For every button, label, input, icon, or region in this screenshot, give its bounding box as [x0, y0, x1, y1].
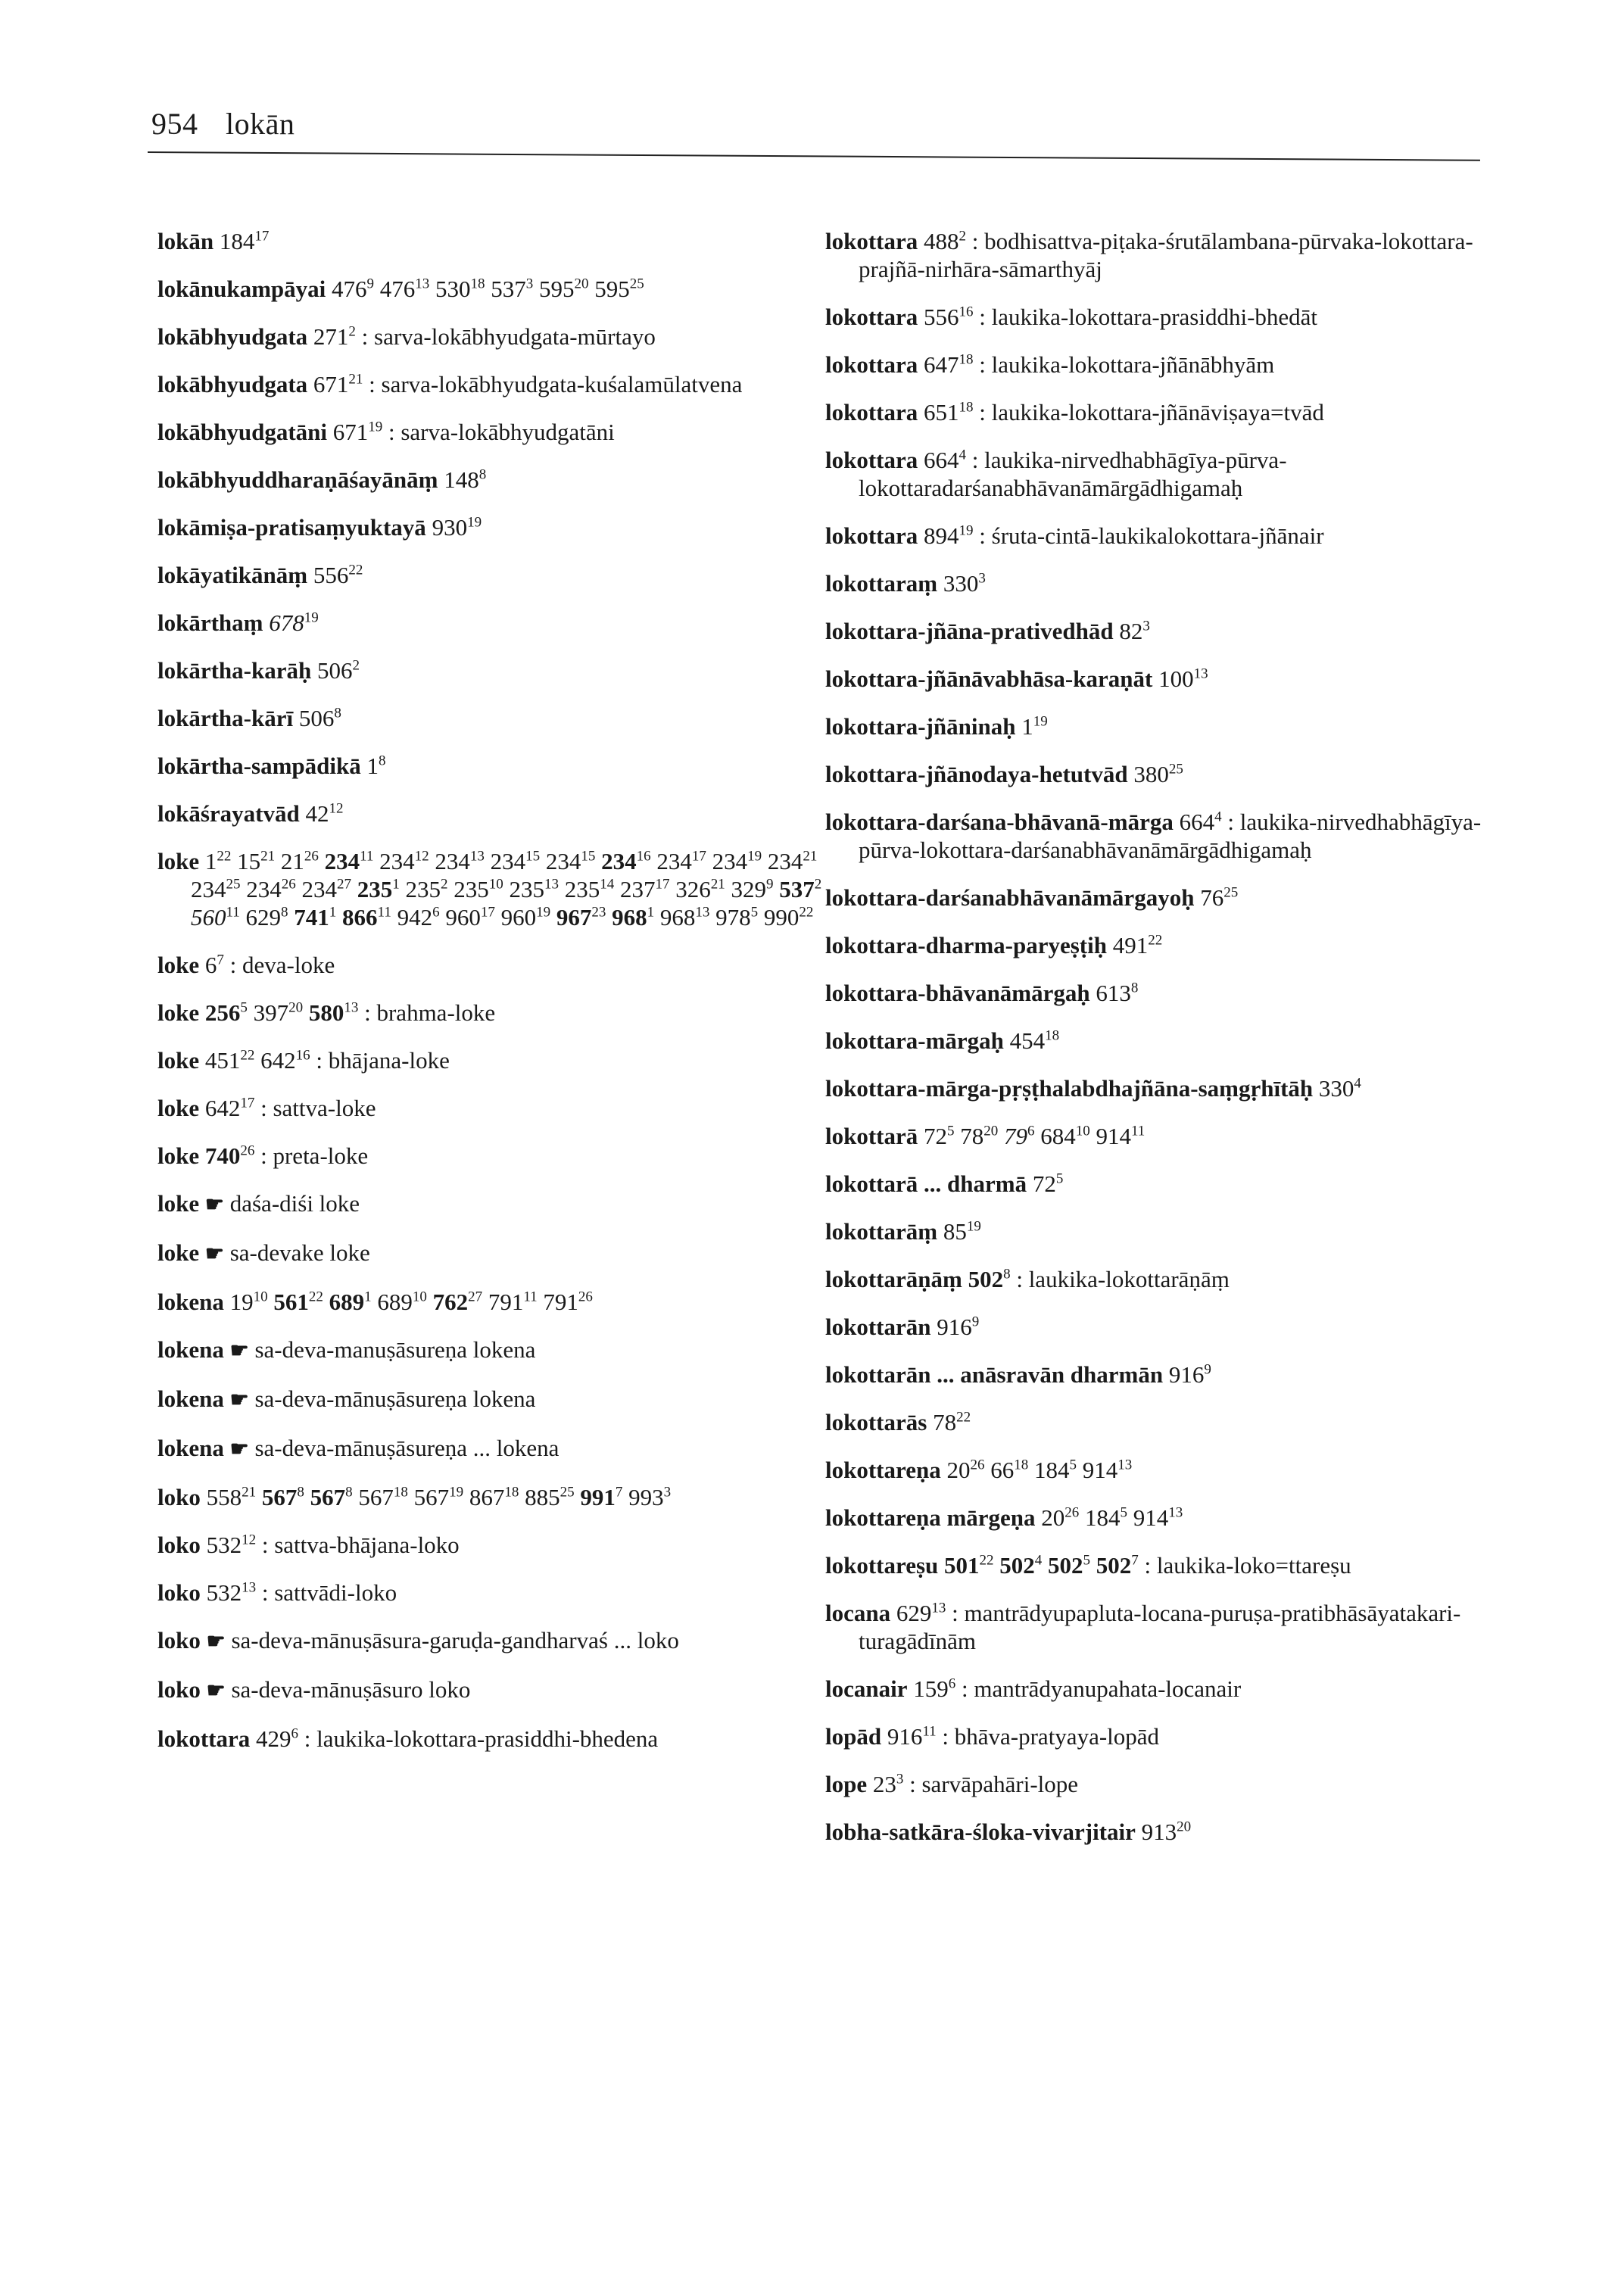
index-entry	[825, 1770, 1507, 1798]
entry-references: $78^{22}$	[927, 1409, 971, 1435]
entry-references: $506^2$	[311, 657, 360, 684]
entry-references: $380^{25}$	[1127, 761, 1183, 787]
entry-references: $506^8$	[293, 705, 341, 731]
entry-headword: lokottara-mārgaḥ	[825, 1027, 1004, 1054]
entry-gloss: : sattva-bhājana-loko	[256, 1532, 460, 1558]
index-entry	[157, 227, 839, 255]
index-entry	[825, 760, 1507, 788]
entry-references: $613^8$	[1089, 980, 1139, 1006]
entry-headword: locanair	[825, 1675, 908, 1702]
entry-references: $6^7$	[199, 952, 224, 978]
entry-references: $629^{13}$	[890, 1600, 946, 1626]
entry-gloss: : laukika-nirvedhabhāgīya-pūrva-lokottaradarśanabhāvanāmārgādhigamaḥ	[859, 447, 1287, 501]
entry-references: $1^{22}$ $15^{21}$ $21^{26}$ $234^{11}$ $234^{12}$ $234^{13}$ $234^{15}$ $234^{15}$ $234^{16}$ $234^{17}$ $234^{19}$ $234^{21}$ $234^{25}$ $234^{26}$ $234^{27}$ $235^1$ $235^2$ $235^{10}$ $235^{13}$ $235^{14}$ $237^{17}$ $326^{21}$ $329^9$ $537^2$ $560^{11}$ $629^8$ $741^1$ $866^{11}$ $942^6$ $960^{17}$ $960^{19}$ $967^{23}$ $968^1$ $968^{13}$ $978^5$ $990^{22}$	[191, 848, 822, 930]
entry-headword: lokārtha-karāḥ	[157, 657, 312, 684]
entry-gloss: : mantrādyupapluta-locana-puruṣa-pratibhāsāyatakari-turagādīnām	[859, 1600, 1461, 1654]
entry-references: $100^{13}$	[1152, 665, 1208, 692]
entry-references: $647^{18}$	[918, 351, 974, 378]
entry-headword: lokottara-bhāvanāmārgaḥ	[825, 980, 1090, 1006]
entry-headword: lokottara	[825, 351, 918, 378]
entry-references: $558^{21}$ $567^8$ $567^8$ $567^{18}$ $567^{19}$ $867^{18}$ $885^{25}$ $991^7$ $993^3$	[200, 1484, 672, 1510]
entry-headword: lokottarās	[825, 1409, 927, 1435]
index-entry	[825, 1027, 1507, 1055]
entry-headword: lokottarā	[825, 1123, 918, 1149]
entry-references: $42^{12}$	[299, 800, 344, 827]
entry-headword: lokārtha-sampādikā	[157, 753, 361, 779]
entry-headword: lokottara	[157, 1725, 251, 1752]
entry-headword: loke	[157, 1190, 200, 1217]
entry-references: $664^4$	[918, 447, 967, 473]
entry-gloss: : sattva-loke	[254, 1095, 376, 1121]
entry-headword: lokottara-darśana-bhāvanā-mārga	[825, 809, 1174, 835]
entry-references: $532^{12}$	[200, 1532, 257, 1558]
index-entry	[157, 1239, 839, 1268]
entry-references: $556^{22}$	[307, 562, 363, 588]
index-entry	[157, 323, 839, 351]
index-entry	[157, 1336, 839, 1365]
entry-headword: lokottareṣu	[825, 1552, 939, 1579]
index-entry	[157, 1483, 839, 1511]
index-entry	[157, 1385, 839, 1414]
entry-headword: lokābhyuddharaṇāśayānāṃ	[157, 466, 438, 493]
entry-gloss: : laukika-lokottarāṇāṃ	[1010, 1266, 1230, 1292]
index-entry	[157, 1288, 839, 1316]
entry-headword: loke	[157, 848, 200, 874]
entry-references: $532^{13}$	[200, 1579, 257, 1606]
index-entry	[157, 275, 839, 303]
index-entry	[825, 1551, 1507, 1579]
index-entry	[825, 303, 1507, 331]
index-entry	[825, 617, 1507, 645]
entry-headword: loke	[157, 1142, 200, 1169]
index-entry	[157, 656, 839, 684]
entry-references: $256^5$ $397^{20}$ $580^{13}$	[204, 999, 359, 1026]
entry-headword: lokāśrayatvād	[157, 800, 300, 827]
entry-headword: lokottara	[825, 228, 918, 254]
entry-headword: lope	[825, 1771, 868, 1797]
entry-references: $651^{18}$	[918, 399, 974, 425]
entry-references: ☛	[229, 1438, 249, 1461]
entry-references: $72^5$	[1027, 1170, 1064, 1197]
entry-headword: loke	[157, 1095, 200, 1121]
entry-headword: lopād	[825, 1723, 882, 1750]
index-entry	[825, 1456, 1507, 1484]
entry-headword: lokāmiṣa-pratisaṃyuktayā	[157, 514, 426, 541]
entry-gloss: sa-deva-mānuṣāsuro loko	[225, 1676, 471, 1703]
index-entry	[157, 1531, 839, 1559]
entry-headword: lokottara-jñāna-prativedhād	[825, 618, 1114, 644]
entry-references: $159^6$	[907, 1675, 956, 1702]
index-entry	[157, 1142, 839, 1170]
index-entry	[825, 1361, 1507, 1389]
entry-headword: lokābhyudgata	[157, 371, 308, 397]
entry-headword: lokārtha-kārī	[157, 705, 294, 731]
entry-references: $85^{19}$	[937, 1218, 981, 1245]
entry-headword: lokottareṇa mārgeṇa	[825, 1504, 1036, 1531]
index-entry	[825, 1599, 1507, 1655]
entry-headword: lokārthaṃ	[157, 609, 263, 636]
entry-headword: lokāyatikānāṃ	[157, 562, 308, 588]
entry-references: $488^2$	[918, 228, 967, 254]
entry-references: $678^{19}$	[269, 609, 319, 636]
entry-references: $916^{11}$	[881, 1723, 937, 1750]
index-entry	[825, 1818, 1507, 1846]
index-entry	[825, 569, 1507, 597]
entry-gloss: : laukika-lokottara-jñānāviṣaya=tvād	[973, 399, 1324, 425]
entry-headword: loke	[157, 999, 200, 1026]
index-entry	[825, 1170, 1507, 1198]
entry-headword: lokottarān	[825, 1314, 931, 1340]
entry-references: $429^6$	[250, 1725, 299, 1752]
entry-gloss: sa-deva-manuṣāsureṇa lokena	[248, 1336, 536, 1363]
index-entry	[157, 1675, 839, 1705]
entry-references: $916^9$	[930, 1314, 980, 1340]
index-entry	[825, 522, 1507, 550]
entry-references: ☛	[229, 1389, 249, 1412]
index-entry	[825, 1408, 1507, 1436]
header-rule	[148, 151, 1480, 161]
index-entry	[157, 466, 839, 494]
index-entry	[157, 1046, 839, 1074]
index-entry	[157, 1189, 839, 1219]
entry-headword: lokottara	[825, 522, 918, 549]
entry-headword: lokottareṇa	[825, 1457, 941, 1483]
entry-references: $76^{25}$	[1194, 884, 1239, 911]
entry-headword: lokottaraṃ	[825, 570, 938, 597]
entry-references: $330^3$	[937, 570, 986, 597]
entry-headword: lokottara-mārga-pṛṣṭhalabdhajñāna-saṃgṛhītāḥ	[825, 1075, 1314, 1102]
entry-headword: lokābhyudgata	[157, 323, 308, 350]
entry-headword: lobha-satkāra-śloka-vivarjitair	[825, 1819, 1136, 1845]
index-entry	[825, 1313, 1507, 1341]
entry-headword: lokena	[157, 1336, 224, 1363]
index-entry	[825, 665, 1507, 693]
entry-headword: loko	[157, 1676, 201, 1703]
entry-references: ☛	[206, 1630, 226, 1653]
entry-gloss: : bodhisattva-piṭaka-śrutālambana-pūrvaka-lokottara-prajñā-nirhāra-sāmarthyāj	[859, 228, 1473, 282]
entry-references: $19^{10}$ $561^{22}$ $689^1$ $689^{10}$ $762^{27}$ $791^{11}$ $791^{26}$	[223, 1289, 593, 1315]
entry-references: $501^{22}$ $502^4$ $502^5$ $502^7$	[944, 1552, 1139, 1579]
entry-references: $20^{26}$ $184^5$ $914^{13}$	[1035, 1504, 1183, 1531]
entry-headword: lokottarā ... dharmā	[825, 1170, 1027, 1197]
entry-gloss: : sarvāpahāri-lope	[903, 1771, 1079, 1797]
entry-gloss: : laukika-lokottara-jñānābhyām	[973, 351, 1275, 378]
index-entry	[157, 847, 839, 931]
index-entry	[157, 752, 839, 780]
entry-headword: locana	[825, 1600, 891, 1626]
entry-headword: lokottara-jñānodaya-hetutvād	[825, 761, 1128, 787]
index-entry	[825, 1217, 1507, 1245]
page-number: 954	[151, 107, 198, 141]
entry-references: ☛	[204, 1242, 224, 1266]
entry-references: $671^{19}$	[327, 419, 383, 445]
entry-references: ☛	[206, 1679, 226, 1703]
entry-references: $1^8$	[360, 753, 386, 779]
entry-references: $664^4$	[1173, 809, 1222, 835]
entry-headword: lokottara-jñāninaḥ	[825, 713, 1016, 740]
index-entry	[825, 398, 1507, 426]
entry-headword: lokottara-jñānāvabhāsa-karaṇāt	[825, 665, 1153, 692]
entry-gloss: : mantrādyanupahata-locanair	[955, 1675, 1242, 1702]
entry-references: $642^{17}$	[199, 1095, 255, 1121]
index-entry	[825, 1722, 1507, 1750]
entry-references: $476^9$ $476^{13}$ $530^{18}$ $537^3$ $595^{20}$ $595^{25}$	[326, 276, 644, 302]
entry-headword: lokottarāṇāṃ	[825, 1266, 962, 1292]
entry-gloss: sa-deva-mānuṣāsura-garuḍa-gandharvaś ... loko	[225, 1627, 679, 1653]
entry-gloss: : sarva-lokābhyudgatāni	[382, 419, 615, 445]
index-entry	[825, 884, 1507, 912]
entry-references: $930^{19}$	[425, 514, 482, 541]
index-entry	[157, 799, 839, 828]
entry-gloss: : laukika-loko=ttareṣu	[1138, 1552, 1351, 1579]
entry-references: $271^2$	[307, 323, 356, 350]
entry-references: $20^{26}$ $66^{18}$ $184^5$ $914^{13}$	[940, 1457, 1133, 1483]
index-entry	[157, 513, 839, 541]
entry-headword: loko	[157, 1627, 201, 1653]
index-entry	[157, 1434, 839, 1463]
entry-gloss: sa-deva-mānuṣāsureṇa ... lokena	[248, 1435, 560, 1461]
entry-gloss: : laukika-lokottara-prasiddhi-bhedena	[298, 1725, 659, 1752]
entry-references: ☛	[204, 1193, 224, 1217]
entry-gloss: daśa-diśi loke	[223, 1190, 360, 1217]
entry-gloss: : śruta-cintā-laukikalokottara-jñānair	[973, 522, 1324, 549]
entry-gloss: : sarva-lokābhyudgata-mūrtayo	[355, 323, 656, 350]
index-entry	[157, 609, 839, 637]
entry-gloss: : sarva-lokābhyudgata-kuśalamūlatvena	[363, 371, 743, 397]
entry-references: $502^8$	[968, 1266, 1011, 1292]
entry-gloss: sa-deva-mānuṣāsureṇa lokena	[248, 1385, 536, 1412]
index-entry	[825, 446, 1507, 502]
index-entry	[157, 1094, 839, 1122]
entry-headword: lokābhyudgatāni	[157, 419, 327, 445]
index-entry	[825, 1675, 1507, 1703]
entry-headword: loko	[157, 1484, 201, 1510]
entry-headword: lokān	[157, 228, 214, 254]
index-entry	[157, 1579, 839, 1607]
entry-gloss: : laukika-nirvedhabhāgīya-pūrva-lokottara-darśanabhāvanāmārgādhigamaḥ	[859, 809, 1482, 863]
entry-references: $330^4$	[1313, 1075, 1361, 1102]
index-entry	[157, 561, 839, 589]
entry-headword: lokānukampāyai	[157, 276, 326, 302]
running-head: lokān	[226, 107, 295, 141]
entry-headword: lokottara	[825, 399, 918, 425]
entry-headword: loke	[157, 1239, 200, 1266]
entry-references: $894^{19}$	[918, 522, 974, 549]
entry-references: $1^{19}$	[1015, 713, 1048, 740]
entry-references: $72^5$ $78^{20}$ $79^6$ $684^{10}$ $914^{11}$	[918, 1123, 1146, 1149]
index-entry	[825, 1122, 1507, 1150]
entry-references: $916^9$	[1163, 1361, 1211, 1388]
index-entry	[825, 351, 1507, 379]
entry-references: $148^8$	[438, 466, 487, 493]
entry-headword: lokottara	[825, 447, 918, 473]
entry-references: $454^{18}$	[1003, 1027, 1060, 1054]
index-entry	[157, 1626, 839, 1656]
entry-references: $82^3$	[1113, 618, 1150, 644]
index-entry	[157, 951, 839, 979]
entry-references: $740^{26}$	[204, 1142, 255, 1169]
index-entry	[157, 370, 839, 398]
index-entry	[825, 979, 1507, 1007]
entry-headword: loko	[157, 1579, 201, 1606]
entry-headword: lokottara-dharma-paryeṣṭiḥ	[825, 932, 1107, 958]
index-entry	[157, 1725, 839, 1753]
entry-headword: loko	[157, 1532, 201, 1558]
entry-headword: lokottarāṃ	[825, 1218, 938, 1245]
index-entry	[157, 999, 839, 1027]
index-entry	[157, 418, 839, 446]
index-entry	[825, 712, 1507, 740]
entry-gloss: : brahma-loke	[358, 999, 496, 1026]
index-entry	[825, 227, 1507, 283]
index-entry	[825, 1504, 1507, 1532]
index-entry	[825, 1265, 1507, 1293]
entry-gloss: : preta-loke	[254, 1142, 369, 1169]
entry-references: $913^{20}$	[1135, 1819, 1192, 1845]
entry-headword: loke	[157, 952, 200, 978]
entry-references: $184^{17}$	[214, 228, 270, 254]
entry-gloss: : bhājana-loke	[310, 1047, 450, 1074]
entry-headword: lokottara	[825, 304, 918, 330]
index-entry	[825, 1074, 1507, 1102]
index-column-right	[825, 227, 1507, 1865]
entry-references: $23^3$	[867, 1771, 904, 1797]
entry-gloss: : bhāva-pratyaya-lopād	[936, 1723, 1160, 1750]
index-entry	[825, 931, 1507, 959]
entry-headword: lokena	[157, 1435, 224, 1461]
entry-gloss: : sattvādi-loko	[256, 1579, 397, 1606]
running-header	[151, 106, 295, 142]
entry-headword: lokottarān ... anāsravān dharmān	[825, 1361, 1164, 1388]
entry-gloss: : deva-loke	[223, 952, 335, 978]
entry-headword: lokottara-darśanabhāvanāmārgayoḥ	[825, 884, 1195, 911]
entry-gloss: : laukika-lokottara-prasiddhi-bhedāt	[973, 304, 1318, 330]
index-entry	[825, 808, 1507, 864]
entry-headword: lokena	[157, 1385, 224, 1412]
entry-headword: loke	[157, 1047, 200, 1074]
entry-gloss: sa-devake loke	[223, 1239, 370, 1266]
entry-headword: lokena	[157, 1289, 224, 1315]
index-column-left	[157, 227, 839, 1772]
entry-references: $451^{22}$ $642^{16}$	[199, 1047, 310, 1074]
index-entry	[157, 704, 839, 732]
entry-references: $491^{22}$	[1106, 932, 1163, 958]
entry-references: ☛	[229, 1339, 249, 1363]
entry-references: $556^{16}$	[918, 304, 974, 330]
entry-references: $671^{21}$	[307, 371, 363, 397]
